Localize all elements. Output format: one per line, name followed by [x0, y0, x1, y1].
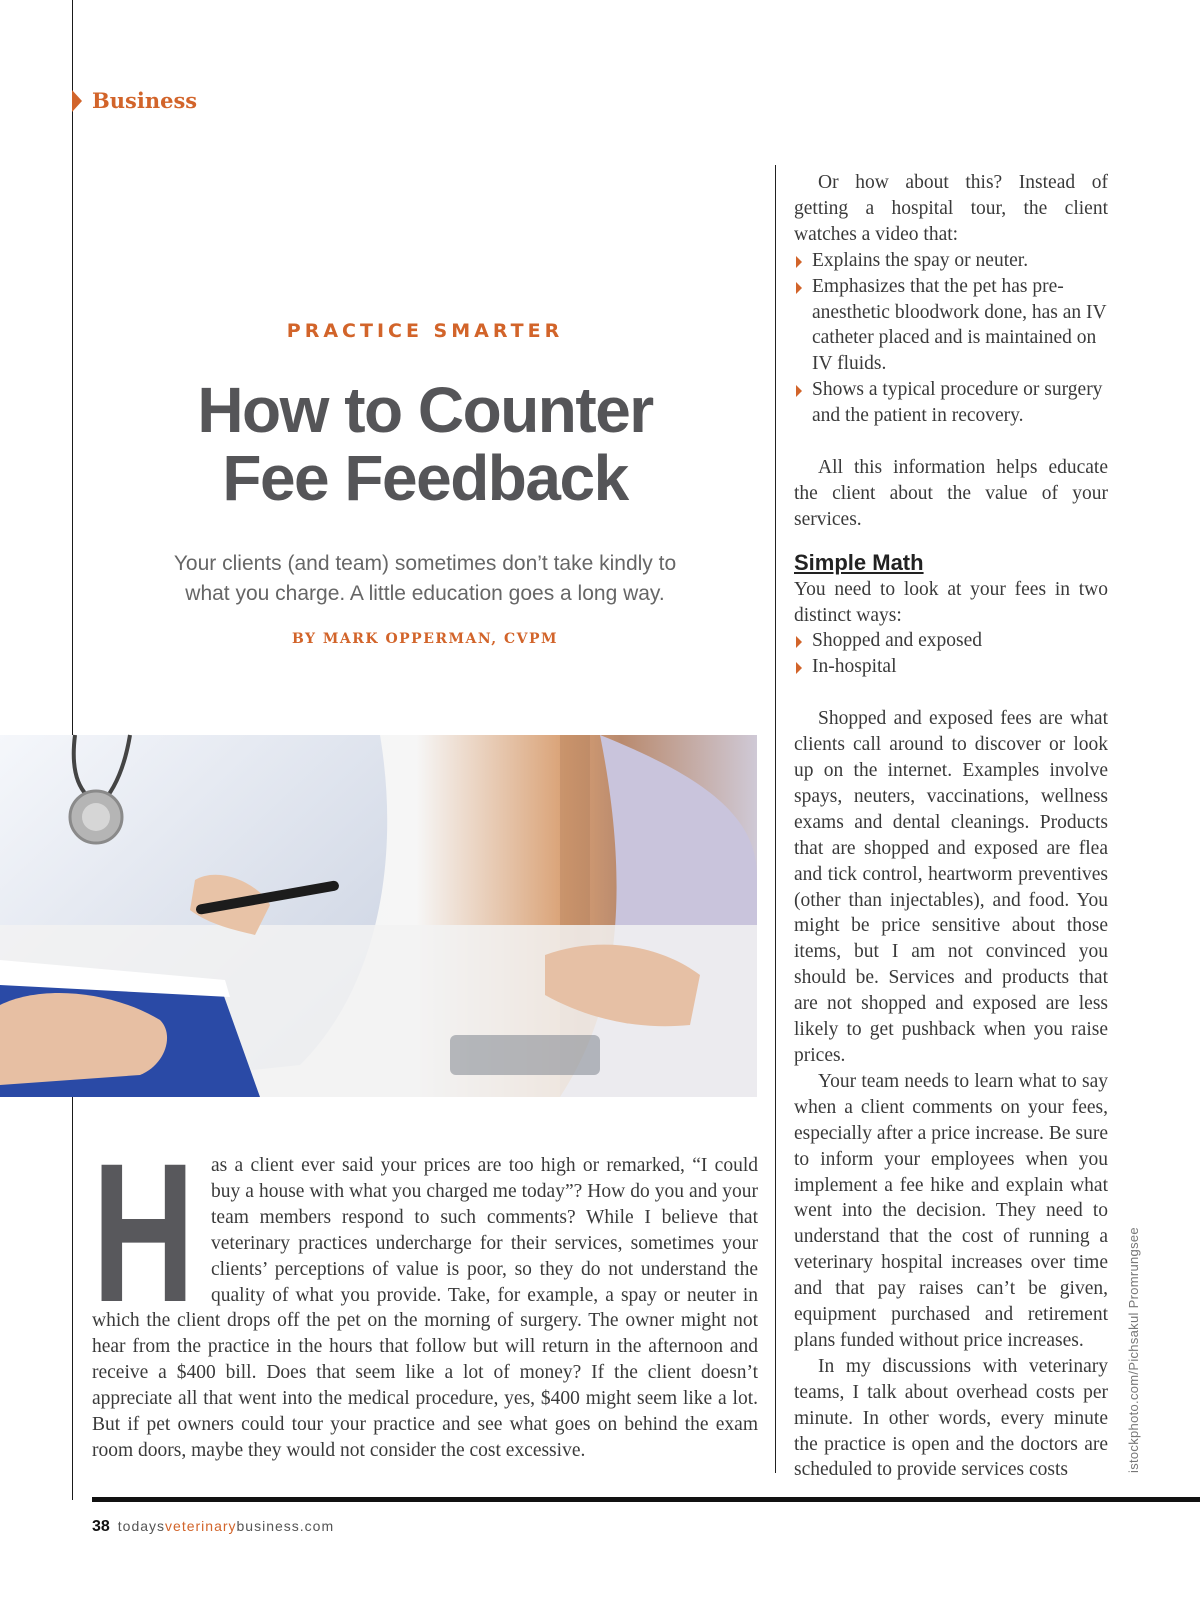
site-url-suffix: business.com [236, 1518, 335, 1534]
headline [120, 376, 730, 512]
site-url [118, 1518, 334, 1534]
intro-body: as a client ever said your prices are too high or remarked, “I could buy a house with what you charged me today”? How do you and your team members respond to such comments? While I believe that veterinary practices undercharge for their services, sometimes your clients’ perceptions of value is poor, so they do not understand the quality of what you provide. Take, for example, a spay or neuter in which the client drops off the pet on the morning of surgery. The owner might not hear from the practice in the hours that follow but will return in the afternoon and receive a $400 bill. Does that seem like a lot of money? If the client doesn’t appreciate all that went into the medical procedure, yes, $400 might seem like a lot. But if pet owners could tour your practice and see what goes on behind the exam room doors, maybe they would not consider the cost excessive. [92, 1155, 758, 1461]
list-item: Shopped and exposed [794, 628, 1108, 654]
headline-line-2: Fee Feedback [222, 442, 628, 514]
video-bullet-list [794, 248, 1108, 429]
paragraph: Or how about this? Instead of getting a hospital tour, the client watches a video that: [794, 172, 1108, 245]
byline: BY MARK OPPERMAN, CVPM [291, 631, 559, 647]
drop-cap-h [92, 1122, 195, 1343]
paragraph: All this information helps educate the client about the value of your services. [794, 456, 1108, 530]
paragraph: Shopped and exposed fees are what clients call around to discover or look up on the internet. Examples involve spays, neuters, vaccinations, wellness exams and dental cleanings. Products that are shopped and exposed are flea and tick control, heartworm preventives (other than injectables), and food. You might be price sensitive about those items, but I am not convinced you should be. Services and products that are not shopped and exposed are less likely to get pushback when you raise prices. [794, 708, 1108, 1066]
list-item: Explains the spay or neuter. [794, 248, 1108, 274]
list-item: In-hospital [794, 654, 1108, 680]
column-rule [775, 165, 776, 1473]
footer [92, 1518, 334, 1536]
footer-rule [92, 1497, 1200, 1502]
right-column [794, 170, 1108, 1483]
fee-type-bullet-list [794, 628, 1108, 680]
kicker: PRACTICE SMARTER [286, 320, 564, 342]
vet-consultation-photo [0, 735, 757, 1097]
section-arrow-icon [72, 90, 82, 112]
paragraph: In my discussions with veterinary teams, I talk about overhead costs per minute. In other words, every minute the practice is open and the doctors are scheduled to provide services costs [794, 1355, 1108, 1481]
site-url-accent: veterinary [165, 1518, 237, 1534]
photo-credit: istockphoto.com/Pichsakul Promrungsee [1126, 1227, 1141, 1473]
dek [150, 549, 700, 609]
site-url-prefix: todays [117, 1518, 166, 1534]
paragraph: You need to look at your fees in two distinct ways: [794, 578, 1108, 626]
list-item: Emphasizes that the pet has pre-anesthetic bloodwork done, has an IV catheter placed and is maintained on IV fluids. [794, 274, 1108, 378]
section-tab [72, 88, 197, 113]
list-item: Shows a typical procedure or surgery and the patient in recovery. [794, 377, 1108, 429]
paragraph: Your team needs to learn what to say when a client comments on your fees, especially after a price increase. Be sure to inform your employees when you implement a fee hike and explain what went into the decision. They need to understand that the cost of running a veterinary hospital increases over time and that pay raises can’t be given, equipment purchased and retirement plans funded without price increases. [794, 1070, 1108, 1351]
dek-line-1: Your clients (and team) sometimes don’t take kindly to [173, 552, 677, 575]
section-label: Business [92, 88, 198, 113]
hero-photo [0, 735, 757, 1097]
page-number: 38 [92, 1518, 110, 1535]
dek-line-2: what you charge. A little education goes a long way. [185, 582, 665, 605]
headline-line-1: How to Counter [197, 374, 653, 446]
subhead-simple-math: Simple Math [794, 549, 924, 575]
svg-text:H: H [92, 1122, 195, 1343]
intro-paragraph [92, 1122, 758, 1464]
